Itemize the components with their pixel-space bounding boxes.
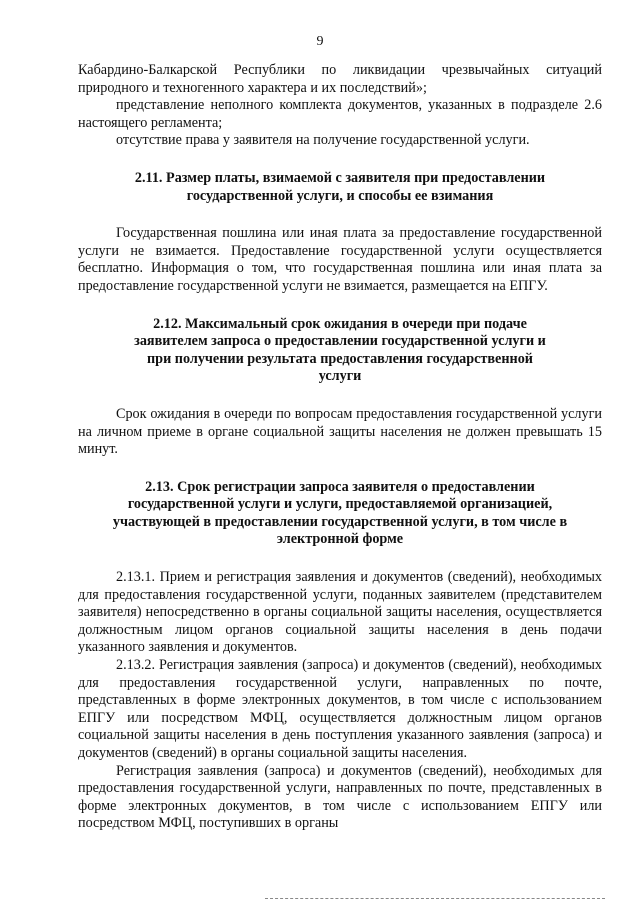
paragraph: Регистрация заявления (запроса) и документов (сведений), необходимых для предоставления государственной услуги, направленных по почте, представленных в форме электронных документов, в том числе с использованием ЕПГУ или посредством МФЦ, поступивших в органы: [78, 762, 602, 832]
section-heading-2-12: 2.12. Максимальный срок ожидания в очереди при подаче заявителем запроса о предоставлении государственной услуги и при получении результата предоставления государственной услуги: [134, 315, 546, 385]
page-content: [78, 62, 602, 833]
paragraph: представление неполного комплекта документов, указанных в подразделе 2.6 настоящего регламента;: [78, 97, 602, 131]
scan-edge-line: [265, 898, 605, 900]
paragraph: отсутствие права у заявителя на получение государственной услуги.: [116, 132, 530, 149]
paragraph: 2.13.1. Прием и регистрация заявления и документов (сведений), необходимых для предоставления государственной услуги, поданных заявителем (представителем заявителя) непосредственно в органы социальной защиты населения, осуществляется должностным лицом органов социальной защиты населения в день подачи указанного заявления и документов.: [78, 569, 602, 656]
page-number: 9: [316, 34, 324, 49]
section-heading-2-13: 2.13. Срок регистрации запроса заявителя о предоставлении государственной услуги и услуги, предоставляемой организацией, участвующей в предоставлении государственной услуги, в том числе в электронной форме: [112, 478, 568, 548]
paragraph: Государственная пошлина или иная плата за предоставление государственной услуги не взимается. Предоставление государственной услуги осуществляется бесплатно. Информация о том, что государственная пошлина или иная плата за предоставление государственной услуги не взимается, размещается на ЕПГУ.: [78, 225, 602, 294]
paragraph: Срок ожидания в очереди по вопросам предоставления государственной услуги на личном приеме в органе социальной защиты населения не должен превышать 15 минут.: [78, 405, 602, 458]
paragraph: 2.13.2. Регистрация заявления (запроса) и документов (сведений), необходимых для предоставления государственной услуги, направленных по почте, представленных в форме электронных документов, в том числе с использованием ЕПГУ или посредством МФЦ, осуществляется должностным лицом органов социальной защиты населения в день поступления указанного заявления (запроса) и документов (сведений) в органы социальной защиты населения.: [78, 657, 602, 761]
section-heading-2-11: 2.11. Размер платы, взимаемой с заявителя при предоставлении государственной услуги, и способы ее взимания: [134, 169, 546, 204]
paragraph: Кабардино-Балкарской Республики по ликвидации чрезвычайных ситуаций природного и техногенного характера и их последствий»;: [78, 62, 602, 96]
